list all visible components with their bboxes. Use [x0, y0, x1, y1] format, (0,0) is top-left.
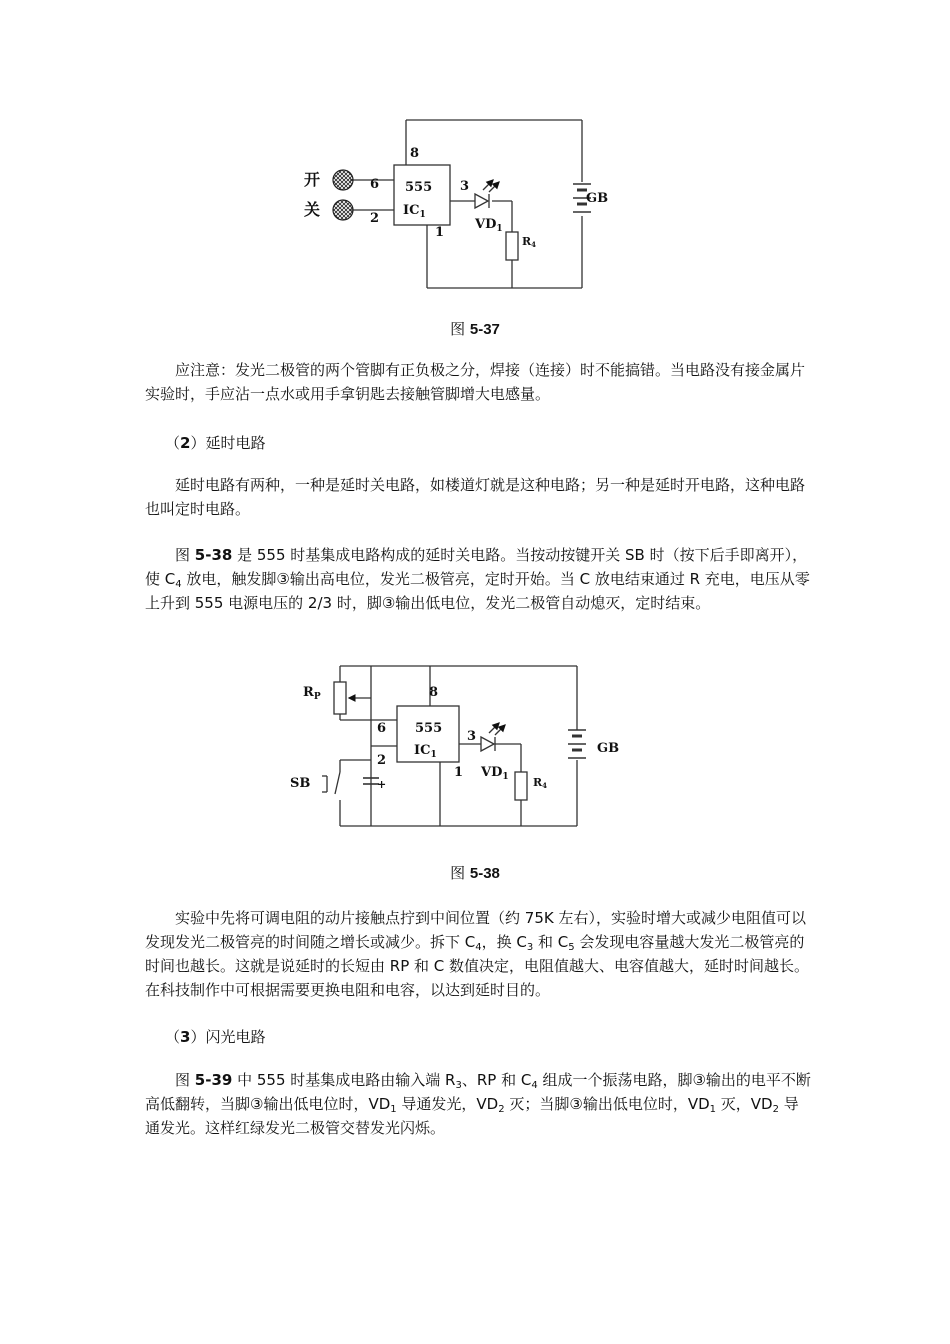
section-heading-delay-circuit: （2）延时电路 — [165, 434, 266, 452]
circuit-diagram-5-38 — [285, 660, 625, 835]
led-vd1 — [475, 194, 488, 208]
label-chip-555: 555 — [405, 180, 433, 195]
paragraph-experiment: 实验中先将可调电阻的动片接触点拧到中间位置（约 75K 左右），实验时增大或减少电阻值可以发现发光二极管亮的时间随之增长或减少。拆下 $C_4$，换 $C_3$ 和 $C_5$ 会发现电容量越大发光二极管亮的时间也越长。这就是说延时的长短由 RP 和 C 数值决定，电阻值越大、电容值越大，延时时间越长。在科技制作中可根据需要更换电阻和电容，以达到延时目的。 — [145, 909, 810, 999]
resistor-r4 — [506, 232, 518, 260]
section-heading-flash-circuit: （3）闪光电路 — [165, 1028, 266, 1046]
paragraph-led-polarity: 应注意：发光二极管的两个管脚有正负极之分，焊接（连接）时不能搞错。当电路没有接金属片实验时，手应沾一点水或用手拿钥匙去接触管脚增大电感量。 — [145, 361, 806, 403]
label-chip-555: 555 — [415, 721, 443, 736]
label-r4: R4 — [522, 235, 537, 249]
led-vd1 — [481, 737, 494, 751]
label-pin3: 3 — [467, 729, 477, 744]
label-pin2: 2 — [377, 753, 387, 768]
label-pin6: 6 — [370, 177, 380, 192]
label-pin2: 2 — [370, 211, 380, 226]
label-pin6: 6 — [377, 721, 387, 736]
label-pin1: 1 — [435, 225, 445, 240]
potentiometer-rp — [334, 682, 346, 714]
label-ic1: $IC_1$ — [414, 743, 437, 760]
paragraph-fig-5-38-description: 图 5-38 是 555 时基集成电路构成的延时关电路。当按动按键开关 SB 时（按下后手即离开），使 $C_4$ 放电，触发脚③输出高电位，发光二极管亮，定时开始。当 C 放电结束通过 R 充电，电压从零上升到 555 电源电压的 2/3 时，脚③输出低电位，发光二极管自动熄灭，定时结束。 — [145, 546, 810, 612]
paragraph-fig-5-39-description: 图 5-39 中 555 时基集成电路由输入端 $R_3$、RP 和 $C_4$ 组成一个振荡电路，脚③输出的电平不断高低翻转，当脚③输出低电位时，$VD_1$ 导通发光，$VD_2$ 灭；当脚③输出低电位时，$VD_1$ 灭，$VD_2$ 导通发光。这样红绿发光二极管交替发光闪烁。 — [145, 1071, 811, 1137]
circuit-5-38-svg — [285, 660, 625, 835]
figure-caption-5-37: 图 5-37 — [450, 320, 500, 338]
touch-pad-bottom — [333, 200, 353, 220]
label-pin1: 1 — [454, 765, 464, 780]
label-sb: SB — [290, 776, 311, 791]
switch-sb — [322, 760, 371, 826]
label-rp: $R_P$ — [303, 685, 321, 702]
touch-pad-top — [333, 170, 353, 190]
label-r4: R4 — [533, 776, 548, 790]
label-plus: + — [377, 778, 387, 791]
circuit-diagram-5-37 — [290, 110, 610, 300]
label-pin3: 3 — [460, 179, 470, 194]
label-pin8: 8 — [429, 685, 439, 700]
label-gb: GB — [586, 191, 609, 206]
label-pin8: 8 — [410, 146, 420, 161]
label-gb: GB — [597, 741, 620, 756]
label-switch-top: 开 — [304, 170, 321, 189]
label-vd1: $VD_1$ — [475, 217, 503, 234]
circuit-5-37-svg — [290, 110, 610, 300]
label-ic1: $IC_1$ — [403, 203, 426, 220]
figure-caption-5-38: 图 5-38 — [450, 864, 500, 882]
battery-gb — [568, 730, 586, 758]
label-vd1: $VD_1$ — [481, 765, 509, 782]
paragraph-delay-types: 延时电路有两种，一种是延时关电路，如楼道灯就是这种电路；另一种是延时开电路，这种电路也叫定时电路。 — [145, 476, 806, 518]
resistor-r4 — [515, 772, 527, 800]
label-switch-bottom: 关 — [304, 200, 321, 219]
